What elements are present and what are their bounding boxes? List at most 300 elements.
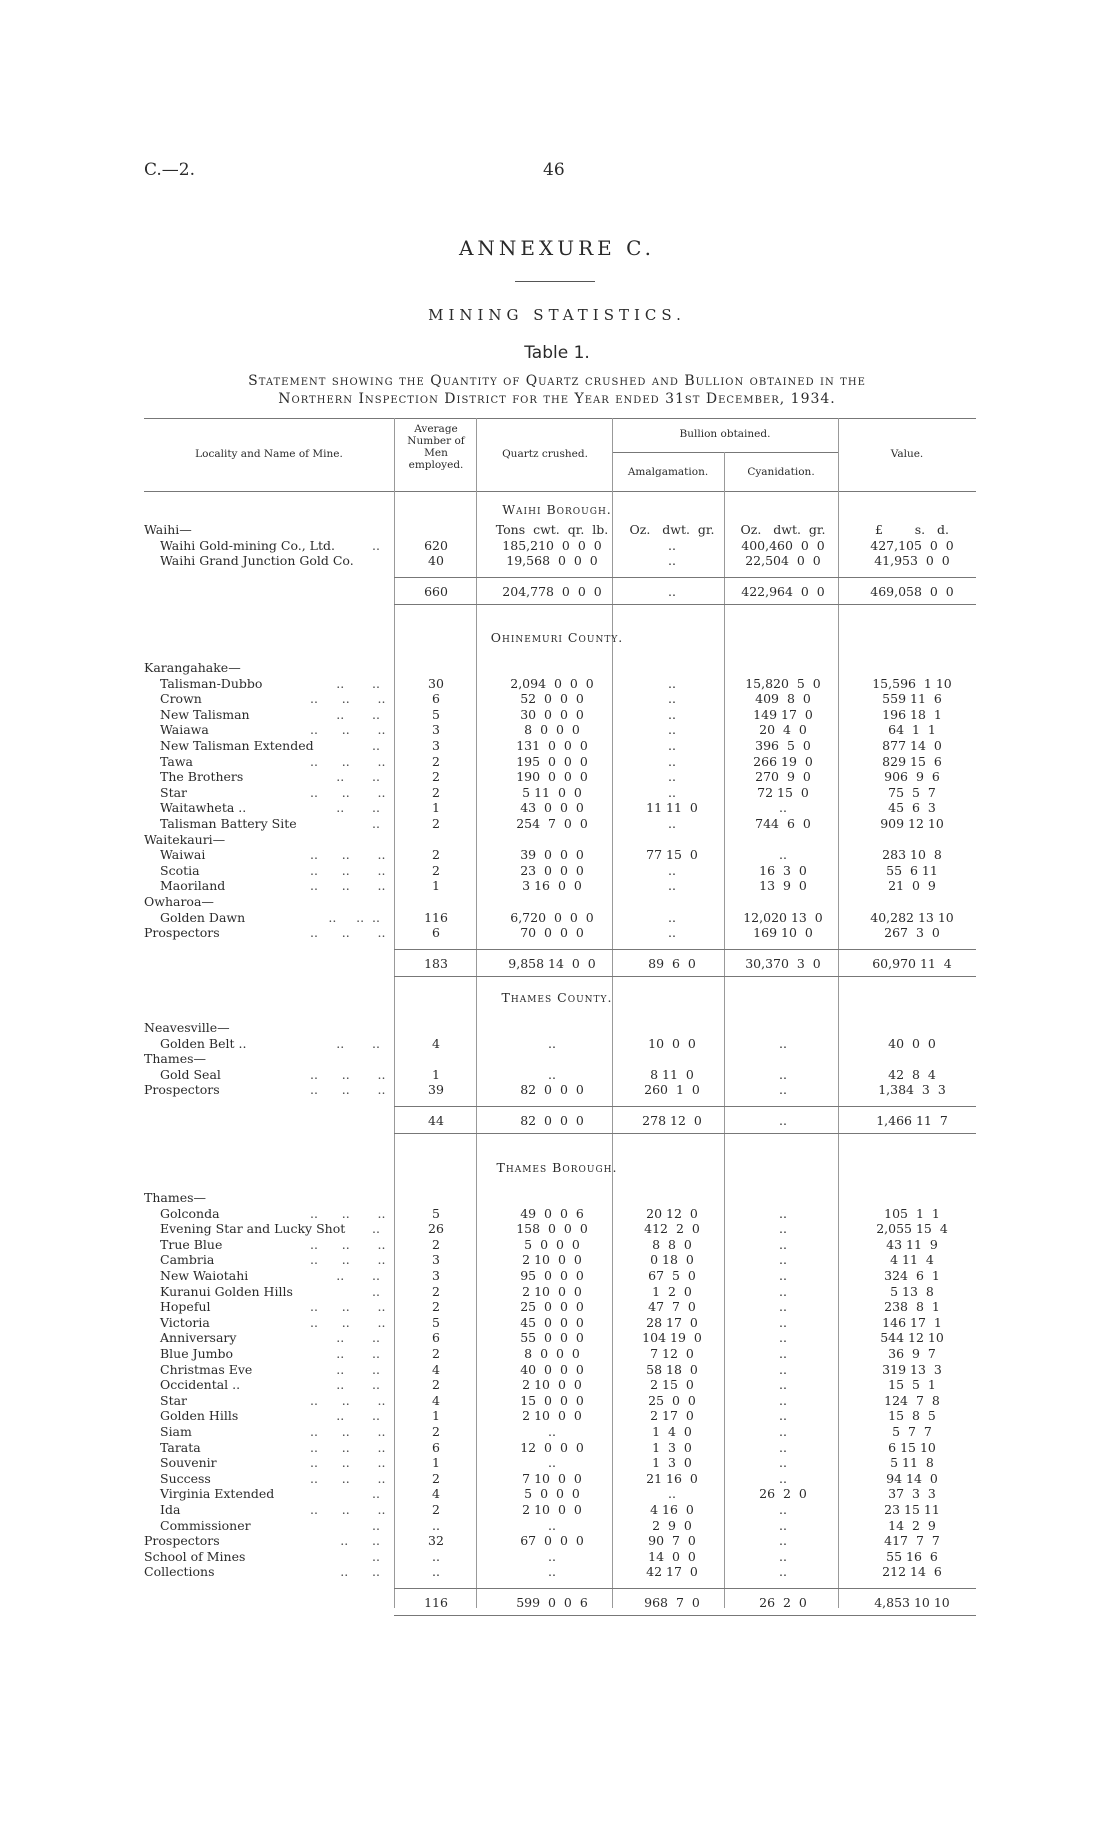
cell-quartz: 12 0 0 0 xyxy=(520,1439,584,1455)
mine-name: Scotia xyxy=(160,862,200,878)
cell-men: 1 xyxy=(432,1066,440,1082)
total-rule xyxy=(394,604,976,605)
mine-name: Cambria xyxy=(160,1252,215,1268)
title-rule xyxy=(515,281,595,282)
cell-value: 5 11 8 xyxy=(890,1455,934,1471)
total-amalgamation: 968 7 0 xyxy=(644,1595,700,1610)
leader-dots: .. xyxy=(372,1283,380,1299)
cell-men: 32 xyxy=(428,1533,444,1549)
cell-cyanidation: .. xyxy=(779,1502,787,1517)
table-row xyxy=(0,1082,1114,1097)
mine-name: Occidental .. xyxy=(160,1377,241,1393)
mine-name: Star xyxy=(160,784,188,800)
total-amalgamation: 278 12 0 xyxy=(642,1113,702,1128)
mine-name: Karangahake— xyxy=(144,660,241,675)
total-row xyxy=(0,956,1114,971)
table-row xyxy=(0,738,1114,753)
annexure-title: ANNEXURE C. xyxy=(458,236,656,260)
cell-value: 105 1 1 xyxy=(884,1205,940,1221)
cell-value: 94 14 0 xyxy=(886,1470,938,1486)
cell-amalgamation: 1 4 0 xyxy=(652,1424,692,1439)
cell-amalgamation: 2 9 0 xyxy=(652,1517,692,1533)
section-subtitle: MINING STATISTICS. xyxy=(428,306,686,324)
units-cyanidation: Oz. dwt. gr. xyxy=(740,522,826,537)
cell-cyanidation: 22,504 0 0 xyxy=(745,553,821,569)
leader-dots: .. xyxy=(372,1221,380,1237)
cell-men: 2 xyxy=(432,1236,440,1252)
mine-name: Commissioner xyxy=(160,1517,251,1533)
table-row xyxy=(0,1268,1114,1283)
cell-quartz: 158 0 0 0 xyxy=(516,1221,588,1237)
table-row xyxy=(0,1330,1114,1345)
table-row xyxy=(0,878,1114,893)
leader-dots: .. .. .. xyxy=(310,1066,386,1082)
cell-value: 324 6 1 xyxy=(884,1268,940,1283)
cell-quartz: 39 0 0 0 xyxy=(520,847,584,863)
cell-quartz: 23 0 0 0 xyxy=(520,862,584,878)
table-row xyxy=(0,1424,1114,1439)
mine-name: Gold Seal xyxy=(160,1066,221,1082)
cell-value: 319 13 3 xyxy=(882,1361,942,1377)
cell-quartz: 25 0 0 0 xyxy=(520,1299,584,1315)
leader-dots: .. .. xyxy=(336,675,380,691)
cell-value: 146 17 1 xyxy=(882,1314,942,1330)
cell-amalgamation: .. xyxy=(668,862,676,878)
mine-name: Prospectors xyxy=(144,925,220,941)
cell-men: 2 xyxy=(432,1299,440,1315)
total-quartz: 82 0 0 0 xyxy=(520,1113,584,1128)
cell-amalgamation: 0 18 0 xyxy=(650,1252,694,1268)
cell-amalgamation: .. xyxy=(668,537,676,553)
table-row xyxy=(0,800,1114,815)
cell-quartz: 6,720 0 0 0 xyxy=(510,909,594,925)
cell-men: 5 xyxy=(432,1314,440,1330)
leader-dots: .. .. .. xyxy=(310,1299,386,1315)
total-amalgamation: .. xyxy=(668,583,676,599)
table-row xyxy=(0,1315,1114,1330)
leader-dots: .. .. .. xyxy=(310,1236,386,1252)
leader-dots: .. .. xyxy=(340,1564,380,1580)
leader-dots: .. xyxy=(372,816,380,831)
mine-name: Waitekauri— xyxy=(144,831,226,847)
table-row xyxy=(0,722,1114,737)
cell-men: 2 xyxy=(432,1377,440,1393)
mine-name: Thames— xyxy=(144,1051,207,1067)
mine-name: Blue Jumbo xyxy=(160,1346,234,1361)
cell-men: 1 xyxy=(432,800,440,816)
mine-name: Golden Hills xyxy=(160,1408,239,1424)
cell-cyanidation: .. xyxy=(779,1455,787,1471)
cell-value: 196 18 1 xyxy=(882,706,942,722)
cell-value: 4 11 4 xyxy=(890,1252,934,1268)
mine-name: Waihi— xyxy=(144,522,192,537)
mine-name: Virginia Extended xyxy=(160,1486,275,1502)
cell-amalgamation: .. xyxy=(668,738,676,753)
header-locality: Locality and Name of Mine. xyxy=(195,448,343,460)
table-row xyxy=(0,816,1114,831)
cell-men: 39 xyxy=(428,1082,444,1098)
leader-dots: .. .. xyxy=(336,1377,380,1393)
cell-cyanidation: 744 6 0 xyxy=(755,816,811,831)
leader-dots: .. .. .. xyxy=(310,1439,386,1455)
table-row xyxy=(0,1518,1114,1533)
table-row xyxy=(0,1362,1114,1377)
cell-quartz: 40 0 0 0 xyxy=(520,1361,584,1377)
mine-name: Tawa xyxy=(160,753,193,769)
table-row xyxy=(0,707,1114,722)
cell-men: 2 xyxy=(432,753,440,769)
leader-dots: .. .. xyxy=(336,800,380,816)
cell-value: 829 15 6 xyxy=(882,753,942,769)
table-row xyxy=(0,832,1114,847)
header-quartz: Quartz crushed. xyxy=(502,448,588,460)
cell-men: 116 xyxy=(424,909,448,925)
mine-name: Owharoa— xyxy=(144,894,214,909)
cell-men: 2 xyxy=(432,1283,440,1299)
cell-men: 620 xyxy=(424,537,448,553)
cell-cyanidation: 149 17 0 xyxy=(753,706,813,722)
cell-value: 21 0 9 xyxy=(888,878,936,894)
section-title: Thames County. xyxy=(501,990,613,1005)
cell-men: 2 xyxy=(432,816,440,831)
cell-men: .. xyxy=(432,1517,440,1533)
bullion-split-rule xyxy=(612,452,838,453)
cell-cyanidation: .. xyxy=(779,1035,787,1051)
cell-quartz: 19,568 0 0 0 xyxy=(506,553,598,569)
cell-cyanidation: .. xyxy=(779,1268,787,1283)
mine-name: The Brothers xyxy=(160,769,244,785)
cell-amalgamation: .. xyxy=(668,925,676,941)
leader-dots: .. .. .. xyxy=(310,1314,386,1330)
cell-value: 37 3 3 xyxy=(888,1486,936,1502)
cell-cyanidation: 266 19 0 xyxy=(753,753,813,769)
total-quartz: 204,778 0 0 0 xyxy=(502,583,602,599)
cell-amalgamation: .. xyxy=(668,553,676,569)
cell-value: 909 12 10 xyxy=(880,816,944,831)
cell-amalgamation: .. xyxy=(668,769,676,785)
leader-dots: .. xyxy=(372,537,380,553)
total-quartz: 599 0 0 6 xyxy=(516,1595,588,1610)
leader-dots: .. .. .. xyxy=(310,925,386,941)
table-row xyxy=(0,1533,1114,1548)
cell-men: 6 xyxy=(432,1439,440,1455)
total-value: 469,058 0 0 xyxy=(870,583,954,599)
cell-men: 26 xyxy=(428,1221,444,1237)
cell-quartz: .. xyxy=(548,1035,556,1051)
cell-amalgamation: .. xyxy=(668,675,676,691)
cell-cyanidation: 20 4 0 xyxy=(759,722,807,738)
cell-men: 1 xyxy=(432,878,440,894)
mine-name: Waiwai xyxy=(160,847,206,863)
cell-amalgamation: .. xyxy=(668,816,676,831)
cell-amalgamation: 1 2 0 xyxy=(652,1283,692,1299)
table-row xyxy=(0,522,1114,537)
cell-cyanidation: .. xyxy=(779,1361,787,1377)
leader-dots: .. .. .. xyxy=(310,1502,386,1517)
cell-men: 30 xyxy=(428,675,444,691)
mine-name: Waihi Grand Junction Gold Co. xyxy=(160,553,354,569)
cell-amalgamation: 21 16 0 xyxy=(646,1470,698,1486)
cell-cyanidation: 13 9 0 xyxy=(759,878,807,894)
cell-amalgamation: 2 15 0 xyxy=(650,1377,694,1393)
cell-cyanidation: .. xyxy=(779,1470,787,1486)
cell-value: 42 8 4 xyxy=(888,1066,936,1082)
cell-quartz: 7 10 0 0 xyxy=(522,1470,582,1486)
cell-amalgamation: .. xyxy=(668,1486,676,1502)
cell-cyanidation: .. xyxy=(779,1314,787,1330)
cell-amalgamation: 2 17 0 xyxy=(650,1408,694,1424)
table-row xyxy=(0,1190,1114,1205)
total-rule xyxy=(394,1615,976,1616)
table-row xyxy=(0,754,1114,769)
cell-value: 15 5 1 xyxy=(888,1377,936,1393)
cell-value: 559 11 6 xyxy=(882,691,942,707)
mine-name: Kuranui Golden Hills xyxy=(160,1283,293,1299)
table-row xyxy=(0,1237,1114,1252)
total-cyanidation: 26 2 0 xyxy=(759,1595,807,1610)
cell-cyanidation: .. xyxy=(779,1283,787,1299)
leader-dots: .. xyxy=(372,1486,380,1502)
table-row xyxy=(0,785,1114,800)
cell-cyanidation: 169 10 0 xyxy=(753,925,813,941)
table-row xyxy=(0,1377,1114,1392)
cell-amalgamation: 4 16 0 xyxy=(650,1502,694,1517)
cell-amalgamation: .. xyxy=(668,722,676,738)
leader-dots: .. xyxy=(372,1517,380,1533)
leader-dots: .. .. .. xyxy=(310,1470,386,1486)
cell-quartz: 5 0 0 0 xyxy=(524,1486,580,1502)
leader-dots: .. .. xyxy=(336,1268,380,1283)
header-bullion: Bullion obtained. xyxy=(679,428,771,440)
table-row xyxy=(0,1440,1114,1455)
cell-amalgamation: 20 12 0 xyxy=(646,1205,698,1221)
mine-name: New Talisman xyxy=(160,706,250,722)
cell-value: 40,282 13 10 xyxy=(870,909,954,925)
total-cyanidation: 30,370 3 0 xyxy=(745,955,821,971)
total-rule xyxy=(394,577,976,578)
cell-value: 5 13 8 xyxy=(890,1283,934,1299)
cell-men: 4 xyxy=(432,1392,440,1408)
cell-cyanidation: 72 15 0 xyxy=(757,784,809,800)
cell-value: 36 9 7 xyxy=(888,1346,936,1361)
mine-name: Tarata xyxy=(160,1439,201,1455)
cell-value: 238 8 1 xyxy=(884,1299,940,1315)
mine-name: True Blue xyxy=(160,1236,223,1252)
cell-cyanidation: .. xyxy=(779,1346,787,1361)
table-row xyxy=(0,691,1114,706)
cell-men: 40 xyxy=(428,553,444,569)
leader-dots: .. .. xyxy=(336,769,380,785)
cell-quartz: 195 0 0 0 xyxy=(516,753,588,769)
cell-men: 6 xyxy=(432,1330,440,1346)
cell-amalgamation: 7 12 0 xyxy=(650,1346,694,1361)
leader-dots: .. .. xyxy=(336,706,380,722)
table-row xyxy=(0,1549,1114,1564)
cell-cyanidation: 26 2 0 xyxy=(759,1486,807,1502)
cell-men: 2 xyxy=(432,769,440,785)
table-row xyxy=(0,1564,1114,1579)
header-amalgamation: Amalgamation. xyxy=(627,466,709,478)
leader-dots: .. .. .. xyxy=(310,1424,386,1439)
cell-amalgamation: .. xyxy=(668,706,676,722)
header-men: Average Number of Men employed. xyxy=(407,423,465,471)
total-value: 1,466 11 7 xyxy=(876,1113,948,1128)
cell-cyanidation: .. xyxy=(779,1517,787,1533)
cell-quartz: 45 0 0 0 xyxy=(520,1314,584,1330)
cell-amalgamation: 8 8 0 xyxy=(652,1236,692,1252)
table-label: Table 1. xyxy=(524,343,590,363)
cell-men: 3 xyxy=(432,722,440,738)
cell-cyanidation: .. xyxy=(779,1299,787,1315)
cell-men: 5 xyxy=(432,1205,440,1221)
cell-amalgamation: 11 11 0 xyxy=(646,800,698,816)
mine-name: Waitawheta .. xyxy=(160,800,247,816)
cell-quartz: 2 10 0 0 xyxy=(522,1252,582,1268)
statement-line-2: Northern Inspection District for the Year ended 31st December, 1934. xyxy=(278,391,836,407)
cell-value: 40 0 0 xyxy=(888,1035,936,1051)
mine-name: New Waiotahi xyxy=(160,1268,249,1283)
cell-amalgamation: 1 3 0 xyxy=(652,1439,692,1455)
mine-name: Waihi Gold-mining Co., Ltd. xyxy=(160,537,335,553)
cell-amalgamation: 47 7 0 xyxy=(648,1299,696,1315)
mine-name: Thames— xyxy=(144,1190,207,1205)
cell-value: 55 16 6 xyxy=(886,1548,938,1564)
mine-name: Prospectors xyxy=(144,1082,220,1098)
cell-men: .. xyxy=(432,1564,440,1580)
total-rule xyxy=(394,1106,976,1107)
cell-men: 2 xyxy=(432,1502,440,1517)
leader-dots: .. .. .. xyxy=(310,1455,386,1471)
section-title: Ohinemuri County. xyxy=(490,630,624,645)
units-quartz: Tons cwt. qr. lb. xyxy=(495,522,609,537)
cell-cyanidation: 270 9 0 xyxy=(755,769,811,785)
table-row xyxy=(0,1284,1114,1299)
mine-name: Prospectors xyxy=(144,1533,220,1549)
cell-amalgamation: 260 1 0 xyxy=(644,1082,700,1098)
cell-amalgamation: .. xyxy=(668,784,676,800)
statement-line-1: Statement showing the Quantity of Quartz crushed and Bullion obtained in the xyxy=(248,373,866,389)
cell-quartz: 67 0 0 0 xyxy=(520,1533,584,1549)
mine-name: Ida xyxy=(160,1502,181,1517)
mine-name: Golconda xyxy=(160,1205,220,1221)
leader-dots: .. .. .. xyxy=(310,862,386,878)
cell-cyanidation: .. xyxy=(779,1439,787,1455)
cell-men: 1 xyxy=(432,1408,440,1424)
cell-cyanidation: .. xyxy=(779,1066,787,1082)
cell-quartz: 8 0 0 0 xyxy=(524,1346,580,1361)
table-row xyxy=(0,676,1114,691)
cell-cyanidation: .. xyxy=(779,1392,787,1408)
cell-quartz: 30 0 0 0 xyxy=(520,706,584,722)
total-rule xyxy=(394,976,976,977)
cell-men: 2 xyxy=(432,862,440,878)
mine-name: Christmas Eve xyxy=(160,1361,253,1377)
table-row xyxy=(0,1486,1114,1501)
mine-name: Talisman-Dubbo xyxy=(160,675,263,691)
mine-name: Neavesville— xyxy=(144,1020,230,1035)
leader-dots: .. .. .. xyxy=(310,784,386,800)
table-row xyxy=(0,1346,1114,1361)
section-title: Thames Borough. xyxy=(496,1160,618,1175)
table-row xyxy=(0,1455,1114,1470)
mine-name: New Talisman Extended xyxy=(160,738,314,753)
mine-name: Collections xyxy=(144,1564,215,1580)
mine-name: Talisman Battery Site xyxy=(160,816,297,831)
table-row xyxy=(0,538,1114,553)
cell-value: 15 8 5 xyxy=(888,1408,936,1424)
cell-quartz: 2 10 0 0 xyxy=(522,1377,582,1393)
leader-dots: .. .. .. xyxy=(310,1392,386,1408)
table-row xyxy=(0,1471,1114,1486)
leader-dots: .. .. .. xyxy=(310,847,386,863)
statement-heading xyxy=(0,372,1114,408)
cell-men: .. xyxy=(432,1548,440,1564)
cell-cyanidation: 396 5 0 xyxy=(755,738,811,753)
leader-dots: .. .. .. xyxy=(310,722,386,738)
table-row xyxy=(0,925,1114,940)
cell-quartz: .. xyxy=(548,1066,556,1082)
cell-cyanidation: .. xyxy=(779,1330,787,1346)
cell-value: 23 15 11 xyxy=(884,1502,940,1517)
total-men: 660 xyxy=(424,583,448,599)
leader-dots: .. .. xyxy=(336,1408,380,1424)
cell-men: 3 xyxy=(432,1252,440,1268)
cell-cyanidation: .. xyxy=(779,800,787,816)
total-rule xyxy=(394,949,976,950)
total-men: 44 xyxy=(428,1113,444,1128)
leader-dots: .. .. .. xyxy=(310,1082,386,1098)
mine-name: Golden Belt .. xyxy=(160,1035,247,1051)
cell-quartz: 2 10 0 0 xyxy=(522,1502,582,1517)
cell-men: 4 xyxy=(432,1361,440,1377)
mine-name: Anniversary xyxy=(160,1330,237,1346)
cell-value: 75 5 7 xyxy=(888,784,936,800)
leader-dots: .. .. .. xyxy=(310,691,386,707)
cell-quartz: .. xyxy=(548,1517,556,1533)
cell-amalgamation: .. xyxy=(668,753,676,769)
leader-dots: .. .. .. xyxy=(310,1252,386,1268)
cell-amalgamation: 8 11 0 xyxy=(650,1066,694,1082)
cell-cyanidation: .. xyxy=(779,1533,787,1549)
cell-quartz: 70 0 0 0 xyxy=(520,925,584,941)
total-men: 116 xyxy=(424,1595,448,1610)
table-row xyxy=(0,1067,1114,1082)
cell-amalgamation: 67 5 0 xyxy=(648,1268,696,1283)
cell-cyanidation: .. xyxy=(779,1564,787,1580)
leader-dots: .. .. xyxy=(336,1361,380,1377)
cell-quartz: 2 10 0 0 xyxy=(522,1283,582,1299)
cell-quartz: .. xyxy=(548,1455,556,1471)
total-rule xyxy=(394,1588,976,1589)
leader-dots: .. .. xyxy=(336,1330,380,1346)
cell-cyanidation: 16 3 0 xyxy=(759,862,807,878)
total-row xyxy=(0,584,1114,599)
total-cyanidation: 422,964 0 0 xyxy=(741,583,825,599)
mine-name: Souvenir xyxy=(160,1455,217,1471)
section-title: Waihi Borough. xyxy=(502,502,612,517)
total-rule xyxy=(394,1133,976,1134)
cell-amalgamation: 412 2 0 xyxy=(644,1221,700,1237)
units-value: £ s. d. xyxy=(874,522,950,537)
header-bottom-rule xyxy=(144,491,976,492)
cell-amalgamation: .. xyxy=(668,909,676,925)
cell-value: 6 15 10 xyxy=(888,1439,936,1455)
mine-name: Hopeful xyxy=(160,1299,211,1315)
cell-men: 5 xyxy=(432,706,440,722)
cell-value: 1,384 3 3 xyxy=(878,1082,946,1098)
cell-cyanidation: .. xyxy=(779,1205,787,1221)
header-cyanidation: Cyanidation. xyxy=(747,466,815,478)
